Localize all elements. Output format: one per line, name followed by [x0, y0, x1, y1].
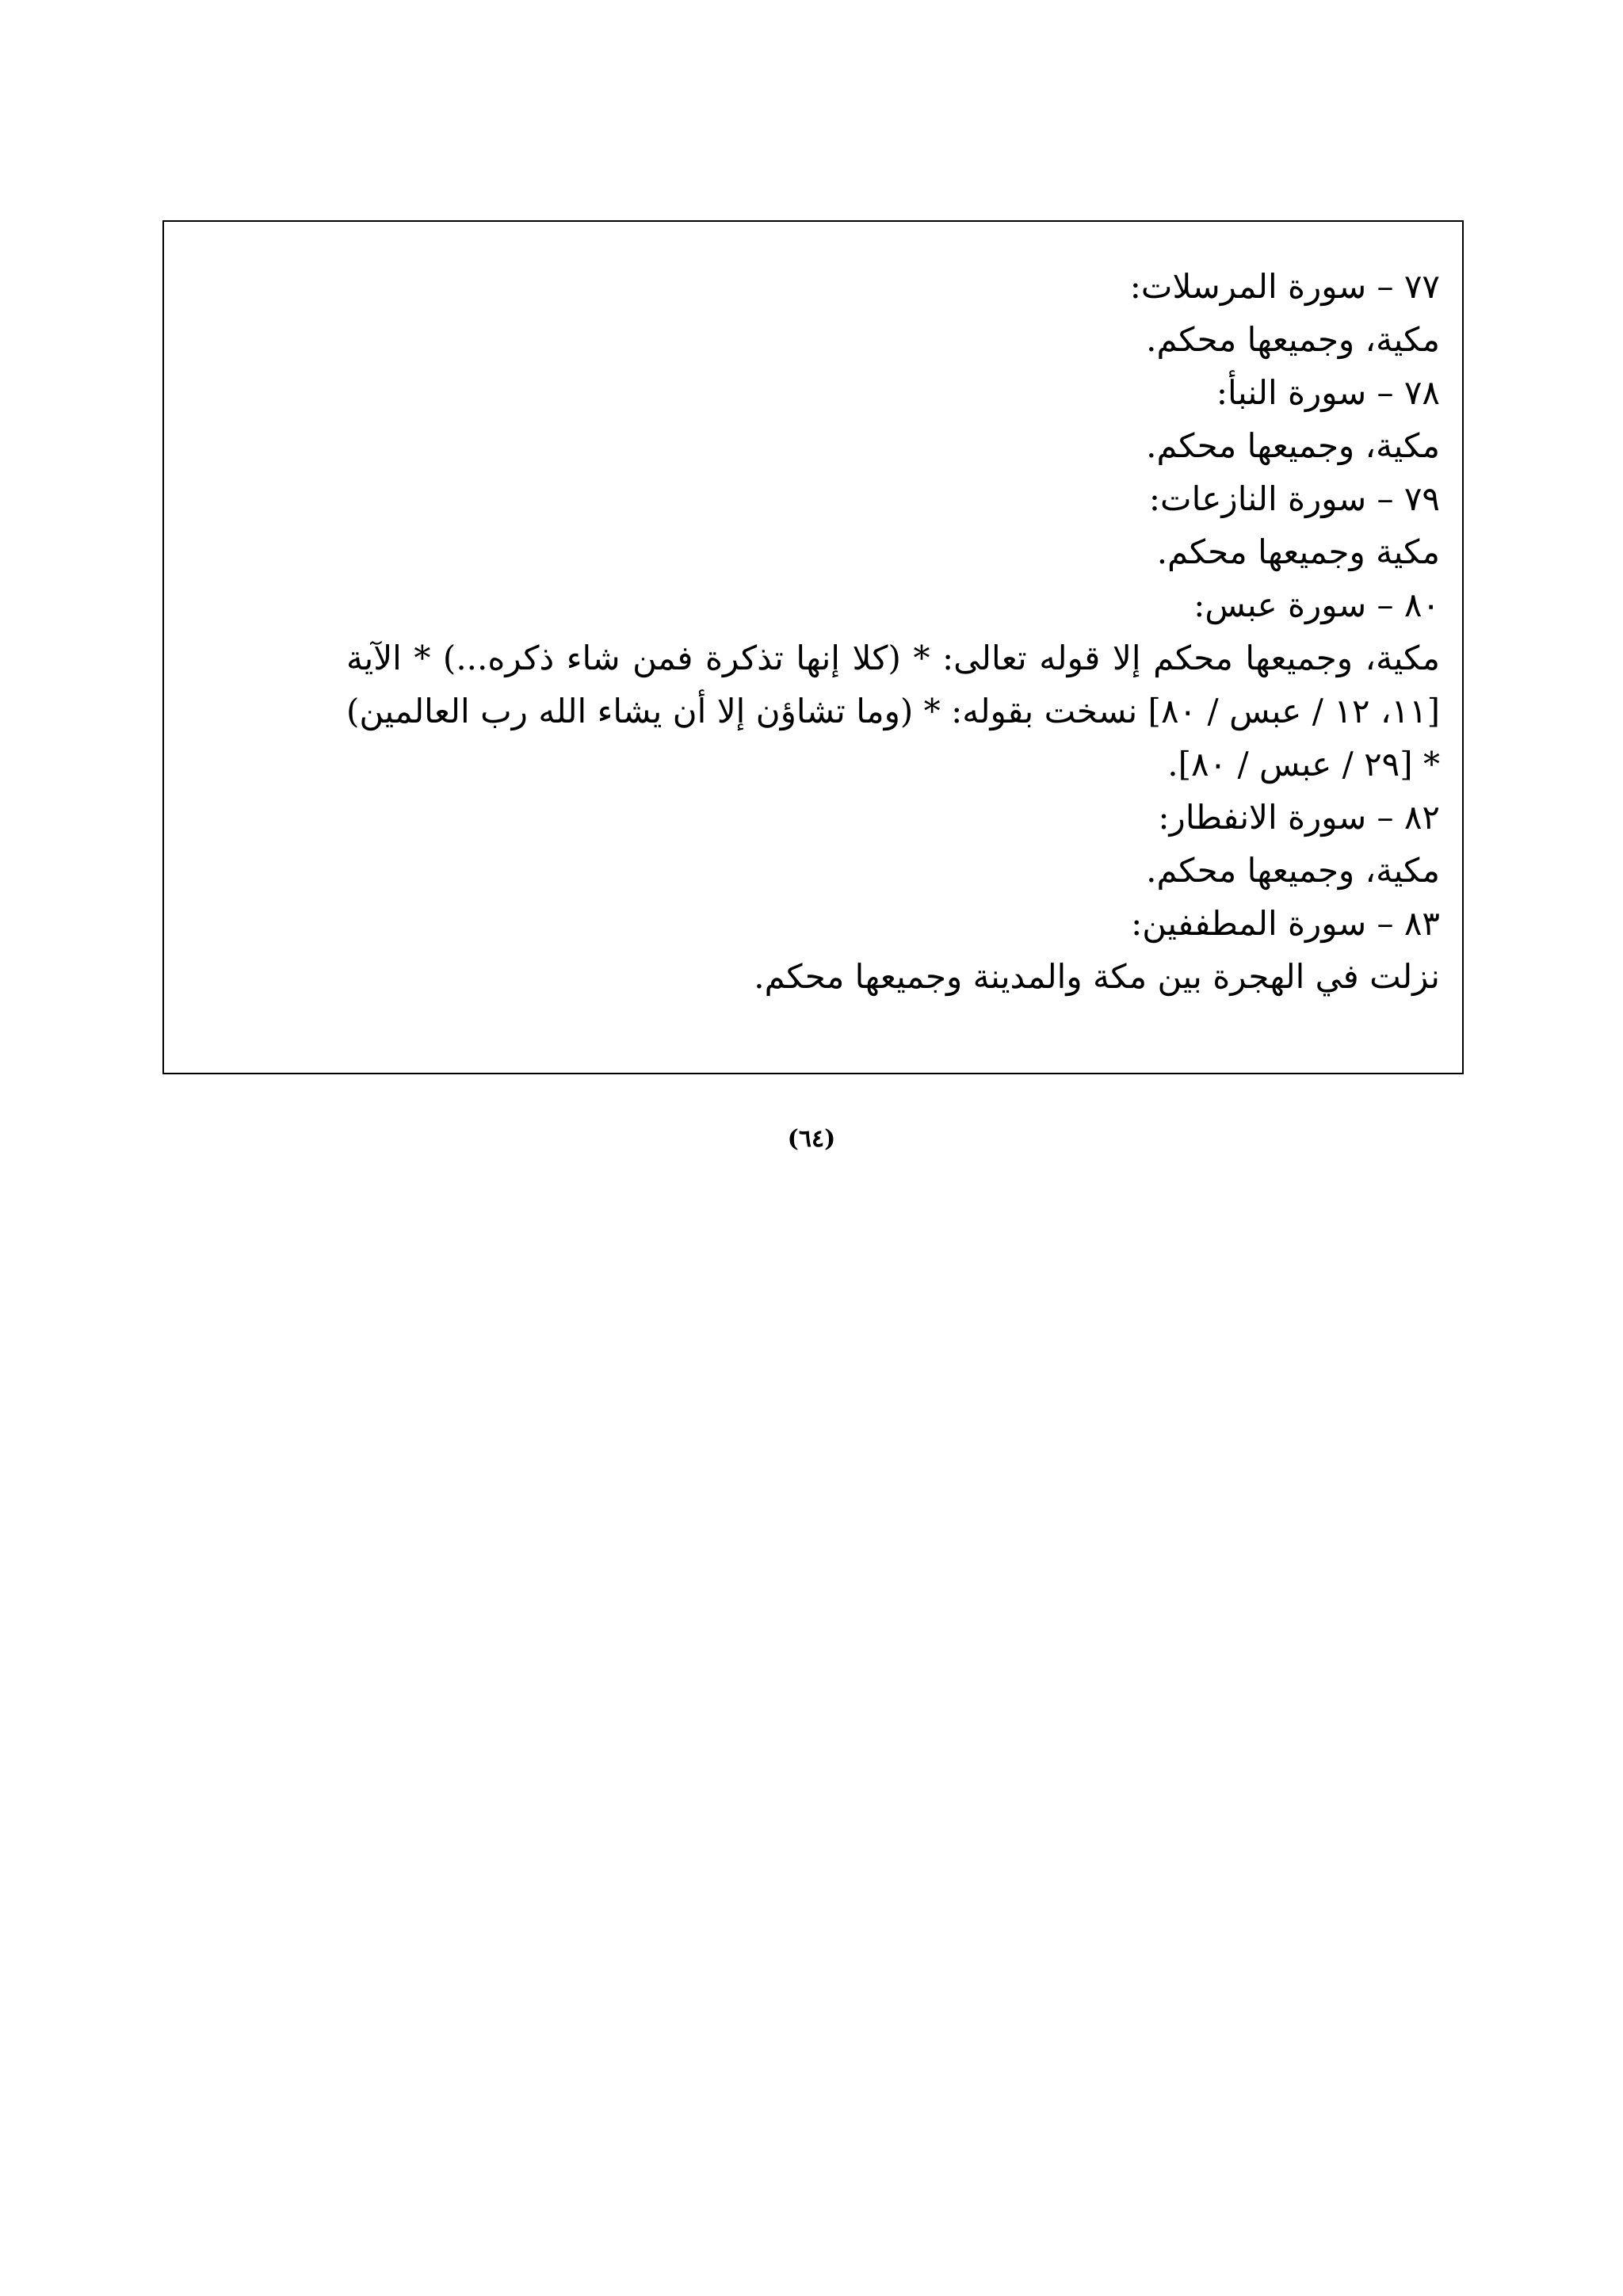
surah-77-body: مكية، وجميعها محكم. [1146, 320, 1440, 359]
page-number: (٦٤) [787, 1125, 836, 1153]
surah-79-heading: ٧٩ – سورة النازعات: [1148, 479, 1440, 518]
surah-82-body: مكية، وجميعها محكم. [1146, 851, 1440, 890]
surah-82-heading: ٨٢ – سورة الانفطار: [1158, 798, 1440, 837]
surah-77-heading: ٧٧ – سورة المرسلات: [1129, 267, 1440, 306]
surah-80-heading: ٨٠ – سورة عبس: [1193, 585, 1440, 624]
surah-80-body: مكية، وجميعها محكم إلا قوله تعالى: * (كلا إنها تذكرة فمن شاء ذكره...) * الآية [١١، ١٢ / عبس / ٨٠] نسخت بقوله: * (وما تشاؤن إلا أن يشاء الله رب العالمين) * [٢٩ / عبس / ٨٠]. [346, 639, 1441, 784]
surah-79-body: مكية وجميعها محكم. [1156, 532, 1440, 571]
content-frame [162, 220, 1464, 1074]
surah-78-body: مكية، وجميعها محكم. [1146, 426, 1440, 465]
surah-83-body: نزلت في الهجرة بين مكة والمدينة وجميعها محكم. [754, 957, 1440, 996]
surah-78-heading: ٧٨ – سورة النبأ: [1216, 373, 1440, 412]
surah-83-heading: ٨٣ – سورة المطففين: [1131, 904, 1440, 943]
text-block [346, 260, 1440, 1003]
